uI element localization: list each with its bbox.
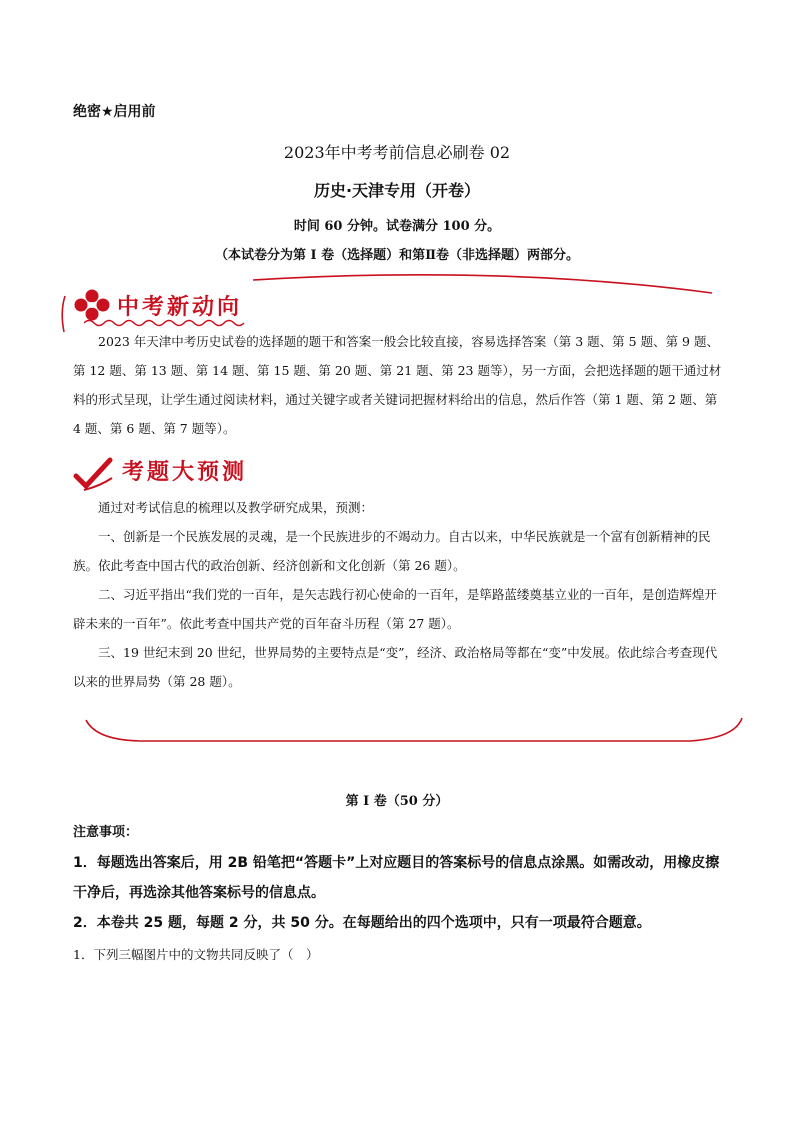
notice-label: 注意事项： — [73, 825, 139, 840]
frame-bottom-arc — [86, 718, 742, 741]
part-title: 第 I 卷（50 分） — [345, 794, 449, 809]
clover-icon — [72, 288, 112, 322]
note-item: 2．本卷共 25 题，每题 2 分，共 50 分。在每题给出的四个选项中，只有一项最符合题意。 — [73, 915, 651, 931]
trends-text: 2023 年天津中考历史试卷的选择题的题干和答案一般会比较直接，容易选择答案（第 3 题、第 5 题、第 9 题、第 12 题、第 13 题、第 14 题、第 15 题、第 20 题、第 21 题、第 23 题等），另一方面，会把选择题的题干通过材料的形式呈现，让学生通过阅读材料，通过关键字或者关键词把握材料给出的信息，然后作答（第 1 题、第 2 题、第 4 题、第 6 题、第 7 题等）。 — [73, 334, 722, 436]
trends-paragraph — [73, 327, 723, 443]
exam-subtitle: 历史·天津专用（开卷） — [313, 181, 481, 200]
confidential-label: 绝密★启用前 — [73, 104, 156, 120]
section-title-predictions: 考题大预测 — [122, 460, 248, 485]
exam-title: 2023年中考考前信息必刷卷 02 — [283, 143, 511, 162]
frame-left-arc — [62, 296, 65, 332]
structure-info: （本试卷分为第 I 卷（选择题）和第Ⅱ卷（非选择题）两部分。 — [214, 248, 580, 263]
predictions-paragraphs — [73, 493, 723, 696]
note-item: 1．每题选出答案后，用 2B 铅笔把“答题卡”上对应题目的答案标号的信息点涂黑。如需改动，用橡皮擦干净后，再选涂其他答案标号的信息点。 — [73, 855, 720, 901]
time-info: 时间 60 分钟。试卷满分 100 分。 — [293, 219, 501, 234]
prediction-item: 三、19 世纪末到 20 世纪，世界局势的主要特点是“变”，经济、政治格局等都在“变”中发展。依此综合考查现代以来的世界局势（第 28 题）。 — [73, 645, 718, 689]
frame-top-arc — [253, 275, 712, 293]
checkmark-icon — [72, 454, 116, 494]
section-title-trends: 中考新动向 — [117, 295, 243, 320]
prediction-item: 一、创新是一个民族发展的灵魂，是一个民族进步的不竭动力。自古以来，中华民族就是一个富有创新精神的民族。依此考查中国古代的政治创新、经济创新和文化创新（第 26 题）。 — [73, 529, 711, 573]
prediction-item: 二、习近平指出“我们党的一百年，是矢志践行初心使命的一百年，是筚路蓝缕奠基立业的一百年，是创造辉煌开辟未来的一百年”。依此考查中国共产党的百年奋斗历程（第 27 题）。 — [73, 587, 717, 631]
question-1: 1．下列三幅图片中的文物共同反映了（ ） — [73, 947, 319, 962]
notes-list — [73, 848, 733, 938]
prediction-intro: 通过对考试信息的梳理以及教学研究成果，预测： — [98, 500, 374, 515]
